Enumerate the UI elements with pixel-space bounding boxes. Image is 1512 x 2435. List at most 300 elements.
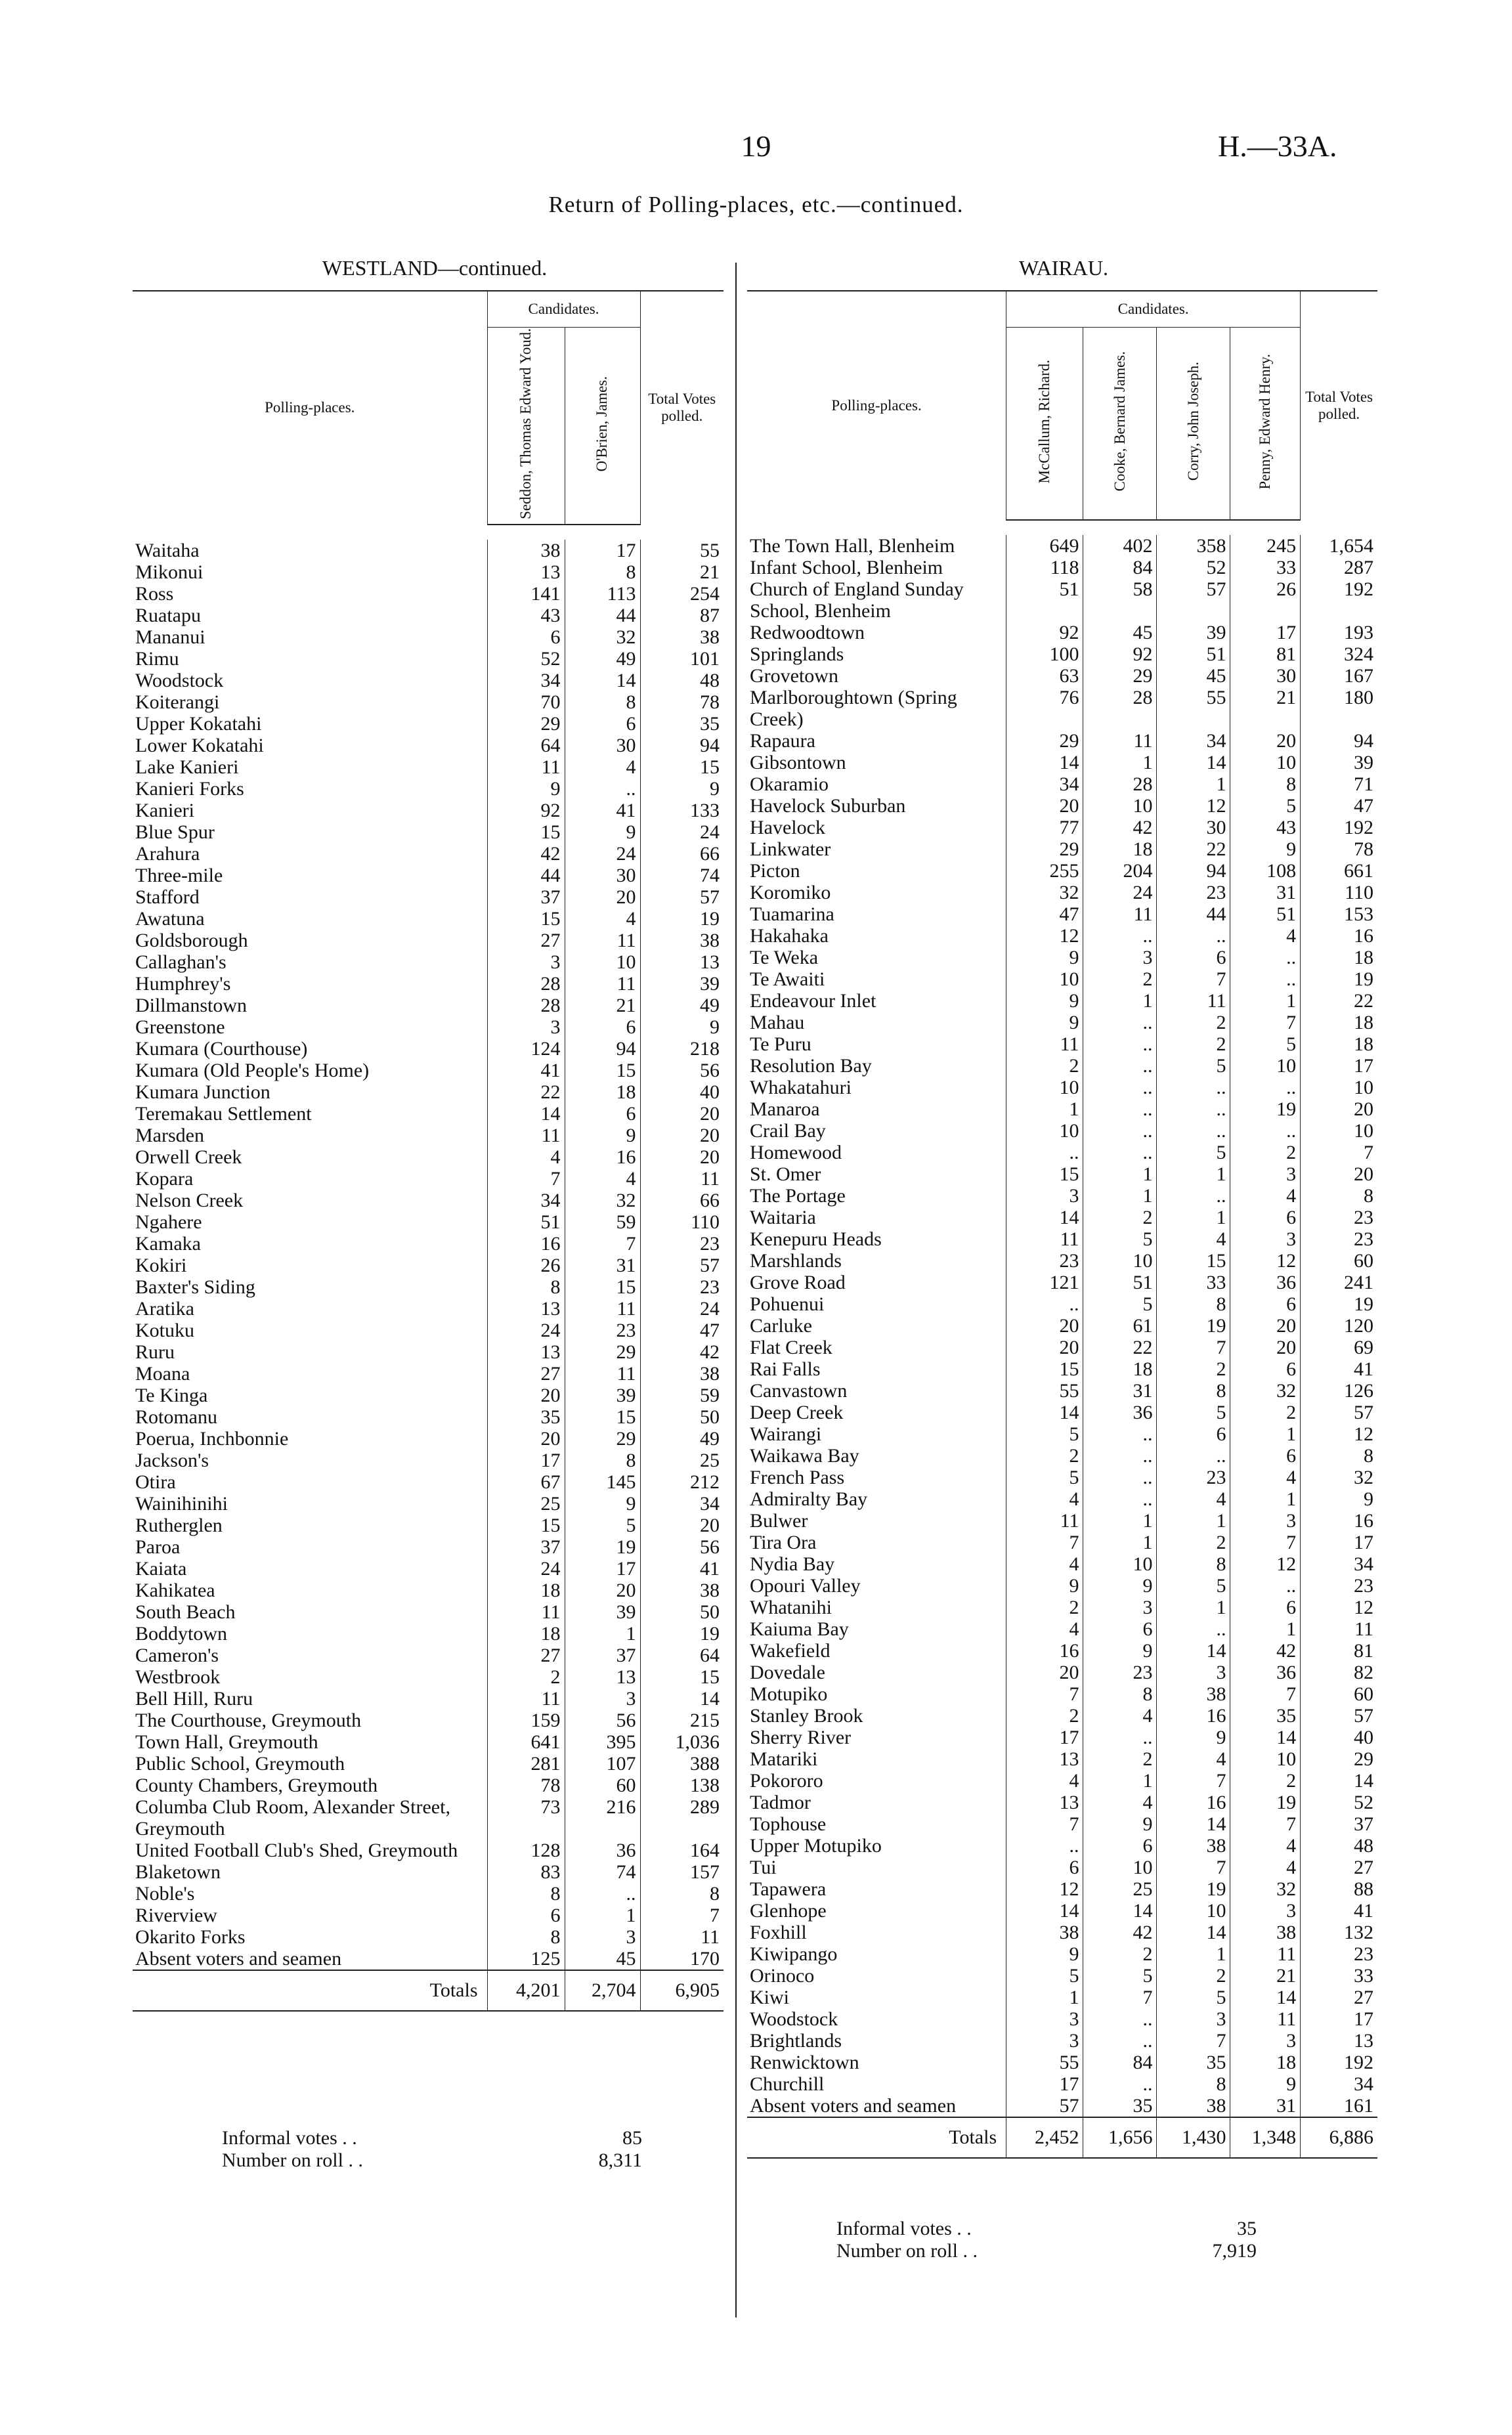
table-row	[747, 1012, 1377, 1033]
wairau-vote-count: 25	[1083, 1878, 1157, 1900]
wairau-vote-count: 82	[1301, 1662, 1377, 1683]
table-row	[747, 1272, 1377, 1293]
westland-polling-place: Westbrook	[135, 1666, 221, 1688]
wairau-vote-count: 29	[1006, 838, 1083, 860]
wairau-vote-count: 5	[1157, 1575, 1230, 1597]
wairau-vote-count: ..	[1006, 1835, 1083, 1857]
westland-polling-place: Callaghan's	[135, 951, 227, 973]
wairau-vote-count: 1	[1083, 1185, 1157, 1207]
wairau-vote-count: 32	[1230, 1380, 1301, 1402]
wairau-vote-count: 108	[1230, 860, 1301, 882]
wairau-vote-count: 43	[1230, 817, 1301, 838]
wairau-vote-count: 2	[1157, 1033, 1230, 1055]
wairau-vote-count: ..	[1083, 1467, 1157, 1488]
westland-total-value: 4,201	[487, 1970, 565, 2011]
westland-polling-place: The Courthouse, Greymouth	[135, 1709, 362, 1731]
wairau-vote-count: 28	[1083, 773, 1157, 795]
westland-vote-count: 23	[640, 1276, 724, 1298]
wairau-vote-count: 2	[1157, 1358, 1230, 1380]
westland-vote-count: 20	[640, 1515, 724, 1536]
wairau-vote-count: 45	[1157, 665, 1230, 687]
wairau-vote-count: 14	[1006, 752, 1083, 773]
westland-vote-count: 8	[565, 561, 640, 583]
wairau-vote-count: 9	[1083, 1813, 1157, 1835]
westland-polling-place: Okarito Forks	[135, 1926, 246, 1948]
wairau-vote-count: 33	[1230, 557, 1301, 578]
westland-polling-place: Teremakau Settlement	[135, 1102, 312, 1125]
westland-polling-place: Rimu	[135, 647, 179, 670]
westland-vote-count: 21	[640, 561, 724, 583]
westland-vote-count: 42	[640, 1341, 724, 1363]
westland-polling-place: Ngahere	[135, 1211, 202, 1233]
table-row	[747, 1987, 1377, 2008]
table-row	[747, 2008, 1377, 2030]
westland-vote-count: 39	[640, 973, 724, 995]
table-row	[747, 1358, 1377, 1380]
westland-vote-count: 78	[487, 1775, 565, 1796]
westland-vote-count: 50	[640, 1601, 724, 1623]
wairau-polling-place: Marshlands	[750, 1250, 842, 1272]
wairau-vote-count: 5	[1083, 1293, 1157, 1315]
westland-polling-place: Koiterangi	[135, 691, 220, 713]
wairau-polling-place: Carluke	[750, 1315, 812, 1337]
westland-vote-count: 15	[565, 1406, 640, 1428]
wairau-vote-count: 16	[1301, 1510, 1377, 1532]
westland-vote-count: 145	[565, 1471, 640, 1493]
westland-vote-count: 48	[640, 670, 724, 691]
wairau-vote-count: 126	[1301, 1380, 1377, 1402]
wairau-vote-count: 7	[1157, 968, 1230, 990]
wairau-vote-count: 6	[1230, 1445, 1301, 1467]
table-row	[747, 1510, 1377, 1532]
table-row	[747, 1965, 1377, 1987]
wairau-vote-count: 23	[1083, 1662, 1157, 1683]
wairau-vote-count: 33	[1301, 1965, 1377, 1987]
wairau-vote-count: ..	[1083, 1423, 1157, 1445]
wairau-polling-place: St. Omer	[750, 1163, 821, 1185]
westland-vote-count: 25	[487, 1493, 565, 1515]
westland-polling-place: Kaiata	[135, 1557, 187, 1580]
table-row	[133, 605, 724, 626]
table-row	[133, 821, 724, 843]
wairau-vote-count: 2	[1157, 1012, 1230, 1033]
westland-polling-place: Dillmanstown	[135, 994, 247, 1016]
wairau-vote-count: ..	[1083, 1727, 1157, 1748]
westland-vote-count: 41	[565, 800, 640, 821]
table-row	[747, 1813, 1377, 1835]
westland-polling-place: Orwell Creek	[135, 1146, 242, 1168]
wairau-polling-place: Kaiuma Bay	[750, 1618, 849, 1640]
westland-polling-place: Kanieri	[135, 799, 194, 821]
wairau-vote-count: 1	[1157, 1510, 1230, 1532]
westland-vote-count: 14	[640, 1688, 724, 1710]
westland-vote-count: 29	[487, 713, 565, 735]
westland-vote-count: 56	[640, 1060, 724, 1081]
wairau-vote-count: 35	[1230, 1705, 1301, 1727]
westland-vote-count: 66	[640, 1190, 724, 1211]
westland-vote-count: 14	[565, 670, 640, 691]
westland-vote-count: 6	[565, 1103, 640, 1125]
wairau-vote-count: 4	[1157, 1488, 1230, 1510]
westland-vote-count: 37	[565, 1645, 640, 1666]
wairau-vote-count: 7	[1230, 1012, 1301, 1033]
wairau-polling-place: Grovetown	[750, 665, 838, 687]
wairau-vote-count: 4	[1230, 1857, 1301, 1878]
wairau-vote-count: ..	[1230, 1575, 1301, 1597]
westland-polling-place: Jackson's	[135, 1449, 209, 1471]
wairau-polling-place: Dovedale	[750, 1662, 825, 1683]
wairau-vote-count: 4	[1230, 925, 1301, 947]
wairau-polling-place: Whakatahuri	[750, 1077, 852, 1098]
westland-vote-count: 212	[640, 1471, 724, 1493]
wairau-vote-count: 8	[1083, 1683, 1157, 1705]
wairau-vote-count: 58	[1083, 578, 1157, 622]
wairau-vote-count: 4	[1157, 1228, 1230, 1250]
table-row	[747, 2073, 1377, 2095]
wairau-polling-place: Pokororo	[750, 1770, 823, 1792]
westland-vote-count: 3	[487, 951, 565, 973]
wairau-vote-count: 8	[1157, 1553, 1230, 1575]
westland-polling-place: Greenstone	[135, 1016, 225, 1038]
column-divider	[735, 263, 737, 2317]
westland-vote-count: 13	[487, 1341, 565, 1363]
table-row	[747, 1727, 1377, 1748]
westland-polling-place: Bell Hill, Ruru	[135, 1687, 253, 1710]
westland-vote-count: 141	[487, 583, 565, 605]
wairau-vote-count: 10	[1157, 1900, 1230, 1922]
table-row	[133, 1645, 724, 1666]
westland-vote-count: 20	[565, 1580, 640, 1601]
westland-vote-count: 8	[640, 1883, 724, 1905]
table-row	[747, 1922, 1377, 1943]
westland-vote-count: 64	[487, 735, 565, 756]
wairau-vote-count: 2	[1006, 1597, 1083, 1618]
wairau-polling-place: Woodstock	[750, 2008, 838, 2030]
westland-vote-count: 8	[487, 1926, 565, 1948]
westland-polling-place: Cameron's	[135, 1644, 219, 1666]
table-row	[747, 1943, 1377, 1965]
wairau-vote-count: 18	[1230, 2052, 1301, 2073]
wairau-vote-count: 36	[1083, 1402, 1157, 1423]
table-row	[747, 1142, 1377, 1163]
table-row	[133, 1536, 724, 1558]
wairau-vote-count: 41	[1301, 1358, 1377, 1380]
wairau-polling-place: Motupiko	[750, 1683, 828, 1705]
wairau-total-value: 1,656	[1083, 2117, 1157, 2158]
wairau-vote-count: ..	[1083, 925, 1157, 947]
wairau-polling-place: Opouri Valley	[750, 1575, 861, 1597]
wairau-vote-count: 11	[1083, 903, 1157, 925]
westland-vote-count: 40	[640, 1081, 724, 1103]
westland-polling-place: Upper Kokatahi	[135, 712, 262, 735]
westland-vote-count: 50	[640, 1406, 724, 1428]
wairau-vote-count: ..	[1006, 1142, 1083, 1163]
wairau-vote-count: 6	[1083, 1618, 1157, 1640]
westland-polling-place: Mananui	[135, 626, 205, 648]
wairau-vote-count: 52	[1157, 557, 1230, 578]
westland-vote-count: 11	[487, 1688, 565, 1710]
westland-vote-count: 1,036	[640, 1731, 724, 1753]
wairau-vote-count: 10	[1230, 1055, 1301, 1077]
westland-summary	[222, 2127, 642, 2172]
westland-polling-place: Poerua, Inchbonnie	[135, 1427, 289, 1450]
wairau-vote-count: 63	[1006, 665, 1083, 687]
westland-vote-count: 70	[487, 691, 565, 713]
table-row	[133, 670, 724, 691]
wairau-vote-count: 9	[1006, 1575, 1083, 1597]
wairau-polling-place: Linkwater	[750, 838, 831, 860]
table-row	[133, 800, 724, 821]
westland-vote-count: 24	[487, 1320, 565, 1341]
westland-vote-count: 19	[640, 908, 724, 930]
wairau-total-value: 2,452	[1006, 2117, 1083, 2158]
westland-polling-place: Awatuna	[135, 907, 205, 930]
table-row	[747, 1185, 1377, 1207]
table-row	[747, 730, 1377, 752]
westland-informal-label: Informal votes . .	[222, 2127, 357, 2149]
westland-vote-count: 9	[487, 778, 565, 800]
westland-polling-place: Kotuku	[135, 1319, 194, 1341]
westland-candidate-seddon: Seddon, Thomas Edward Youd.	[517, 328, 534, 519]
westland-polling-place: Waitaha	[135, 539, 200, 561]
wairau-vote-count: 14	[1006, 1900, 1083, 1922]
wairau-vote-count: 47	[1301, 795, 1377, 817]
wairau-vote-count: 13	[1006, 1748, 1083, 1770]
wairau-vote-count: ..	[1230, 947, 1301, 968]
table-row	[133, 1168, 724, 1190]
table-row	[133, 1753, 724, 1775]
wairau-vote-count: 23	[1157, 882, 1230, 903]
wairau-vote-count: 11	[1006, 1228, 1083, 1250]
westland-polling-place: Marsden	[135, 1124, 204, 1146]
wairau-vote-count: 51	[1083, 1272, 1157, 1293]
wairau-vote-count: 10	[1230, 752, 1301, 773]
wairau-polling-place: Tophouse	[750, 1813, 827, 1835]
westland-polling-place: Blaketown	[135, 1861, 221, 1883]
table-row	[747, 1293, 1377, 1315]
wairau-vote-count: 4	[1230, 1185, 1301, 1207]
westland-vote-count: 74	[640, 865, 724, 886]
westland-vote-count: 20	[487, 1428, 565, 1450]
table-row	[133, 930, 724, 951]
wairau-vote-count: 32	[1230, 1878, 1301, 1900]
westland-polling-place: Kumara (Old People's Home)	[135, 1059, 370, 1081]
table-row	[133, 886, 724, 908]
westland-places-header: Polling-places.	[133, 291, 487, 525]
westland-polling-place: Absent voters and seamen	[135, 1947, 342, 1970]
table-row	[133, 1731, 724, 1753]
wairau-vote-count: 61	[1083, 1315, 1157, 1337]
westland-vote-count: 29	[565, 1341, 640, 1363]
wairau-vote-count: 161	[1301, 2095, 1377, 2117]
westland-vote-count: 11	[487, 1125, 565, 1146]
wairau-vote-count: 3	[1157, 1662, 1230, 1683]
table-row	[133, 756, 724, 778]
wairau-vote-count: 2	[1083, 1748, 1157, 1770]
table-row	[747, 1207, 1377, 1228]
spacer-row	[747, 520, 1377, 535]
wairau-vote-count: 5	[1006, 1965, 1083, 1987]
wairau-vote-count: 34	[1301, 1553, 1377, 1575]
wairau-vote-count: 5	[1006, 1423, 1083, 1445]
wairau-vote-count: 34	[1301, 2073, 1377, 2095]
westland-vote-count: 30	[565, 735, 640, 756]
westland-vote-count: 38	[640, 626, 724, 648]
wairau-vote-count: 88	[1301, 1878, 1377, 1900]
wairau-vote-count: 29	[1006, 730, 1083, 752]
westland-vote-count: 37	[487, 1536, 565, 1558]
westland-polling-place: Riverview	[135, 1904, 217, 1926]
westland-vote-count: 11	[640, 1926, 724, 1948]
wairau-vote-count: 1	[1230, 990, 1301, 1012]
wairau-vote-count: 121	[1006, 1272, 1083, 1293]
table-row	[747, 773, 1377, 795]
westland-vote-count: 289	[640, 1796, 724, 1840]
wairau-polling-place: Endeavour Inlet	[750, 990, 876, 1012]
wairau-vote-count: ..	[1006, 1293, 1083, 1315]
table-row	[133, 648, 724, 670]
wairau-vote-count: 31	[1083, 1380, 1157, 1402]
westland-vote-count: 11	[565, 1363, 640, 1385]
wairau-vote-count: 57	[1301, 1705, 1377, 1727]
wairau-vote-count: 118	[1006, 557, 1083, 578]
table-row	[747, 882, 1377, 903]
page-number: 19	[741, 129, 771, 163]
table-row	[133, 1038, 724, 1060]
table-row	[133, 1341, 724, 1363]
westland-vote-count: 20	[487, 1385, 565, 1406]
wairau-polling-place: Springlands	[750, 643, 844, 665]
wairau-vote-count: 94	[1157, 860, 1230, 882]
wairau-polling-place: Churchill	[750, 2073, 825, 2095]
spacer-row	[133, 525, 724, 540]
westland-vote-count: 3	[565, 1926, 640, 1948]
wairau-vote-count: 20	[1230, 730, 1301, 752]
table-row	[133, 1406, 724, 1428]
wairau-vote-count: 38	[1157, 2095, 1230, 2117]
wairau-vote-count: 3	[1230, 1510, 1301, 1532]
wairau-vote-count: 167	[1301, 665, 1377, 687]
wairau-vote-count: 28	[1083, 687, 1157, 730]
westland-polling-place: Kanieri Forks	[135, 777, 244, 800]
table-row	[747, 1705, 1377, 1727]
wairau-polling-place: Orinoco	[750, 1965, 815, 1987]
wairau-vote-count: 8	[1301, 1185, 1377, 1207]
table-row	[747, 1575, 1377, 1597]
wairau-polling-place: Rai Falls	[750, 1358, 821, 1380]
wairau-vote-count: 14	[1157, 1640, 1230, 1662]
westland-polling-place: Boddytown	[135, 1622, 228, 1645]
westland-polling-place: Kahikatea	[135, 1579, 215, 1601]
wairau-vote-count: 10	[1083, 1857, 1157, 1878]
wairau-vote-count: 9	[1157, 1727, 1230, 1748]
table-row	[133, 1211, 724, 1233]
wairau-vote-count: 7	[1301, 1142, 1377, 1163]
westland-polling-place: County Chambers, Greymouth	[135, 1774, 378, 1796]
table-row	[747, 1423, 1377, 1445]
wairau-vote-count: 1,654	[1301, 535, 1377, 557]
wairau-vote-count: ..	[1230, 1077, 1301, 1098]
wairau-vote-count: 37	[1301, 1813, 1377, 1835]
wairau-vote-count: 10	[1006, 968, 1083, 990]
wairau-vote-count: 21	[1230, 1965, 1301, 1987]
wairau-vote-count: 23	[1157, 1467, 1230, 1488]
westland-polling-place: Kumara (Courthouse)	[135, 1037, 308, 1060]
westland-polling-place: Town Hall, Greymouth	[135, 1731, 318, 1753]
table-row	[747, 2030, 1377, 2052]
wairau-polling-place: French Pass	[750, 1467, 845, 1488]
wairau-polling-place: Tui	[750, 1857, 777, 1878]
wairau-vote-count: 38	[1230, 1922, 1301, 1943]
table-row	[133, 1883, 724, 1905]
westland-vote-count: 32	[565, 1190, 640, 1211]
wairau-vote-count: 1	[1006, 1987, 1083, 2008]
wairau-vote-count: 41	[1301, 1900, 1377, 1922]
wairau-vote-count: 22	[1157, 838, 1230, 860]
table-row	[133, 1255, 724, 1276]
westland-vote-count: 15	[640, 756, 724, 778]
wairau-vote-count: 12	[1230, 1553, 1301, 1575]
wairau-vote-count: 1	[1230, 1618, 1301, 1640]
westland-roll-label: Number on roll . .	[222, 2149, 363, 2171]
wairau-polling-place: Tuamarina	[750, 903, 834, 925]
westland-polling-place: Moana	[135, 1362, 190, 1385]
document-code: H.—33A.	[1218, 129, 1337, 163]
wairau-vote-count: 6	[1083, 1835, 1157, 1857]
westland-vote-count: 28	[487, 995, 565, 1016]
wairau-vote-count: 20	[1006, 1315, 1083, 1337]
westland-vote-count: 11	[487, 756, 565, 778]
wairau-polling-place: Pohuenui	[750, 1293, 825, 1315]
westland-vote-count: 3	[565, 1688, 640, 1710]
wairau-vote-count: 3	[1230, 2030, 1301, 2052]
wairau-polling-place: Bulwer	[750, 1510, 808, 1532]
wairau-vote-count: 4	[1006, 1553, 1083, 1575]
wairau-vote-count: 10	[1006, 1077, 1083, 1098]
westland-vote-count: 11	[565, 1298, 640, 1320]
wairau-vote-count: 51	[1157, 643, 1230, 665]
westland-vote-count: 1	[565, 1623, 640, 1645]
wairau-vote-count: 38	[1006, 1922, 1083, 1943]
table-row	[133, 561, 724, 583]
westland-polling-place: Lower Kokatahi	[135, 734, 264, 756]
wairau-roll-label: Number on roll . .	[836, 2240, 978, 2262]
wairau-vote-count: 11	[1006, 1033, 1083, 1055]
westland-vote-count: 28	[487, 973, 565, 995]
westland-vote-count: 37	[487, 886, 565, 908]
wairau-polling-place: Foxhill	[750, 1922, 807, 1943]
wairau-vote-count: 110	[1301, 882, 1377, 903]
wairau-polling-place: Stanley Brook	[750, 1705, 863, 1727]
table-row	[747, 1857, 1377, 1878]
table-row	[133, 1060, 724, 1081]
wairau-vote-count: 661	[1301, 860, 1377, 882]
table-row	[133, 1428, 724, 1450]
westland-vote-count: 20	[565, 886, 640, 908]
wairau-polling-place: Brightlands	[750, 2030, 842, 2052]
westland-vote-count: 9	[565, 1493, 640, 1515]
table-row	[747, 1662, 1377, 1683]
wairau-vote-count: 10	[1083, 795, 1157, 817]
wairau-polling-place: Waitaria	[750, 1207, 816, 1228]
wairau-roll-value: 7,919	[1212, 2240, 1257, 2262]
wairau-vote-count: 120	[1301, 1315, 1377, 1337]
wairau-vote-count: 20	[1301, 1098, 1377, 1120]
wairau-vote-count: 5	[1157, 1402, 1230, 1423]
westland-vote-count: 11	[565, 973, 640, 995]
wairau-vote-count: 6	[1157, 947, 1230, 968]
wairau-vote-count: 2	[1006, 1055, 1083, 1077]
